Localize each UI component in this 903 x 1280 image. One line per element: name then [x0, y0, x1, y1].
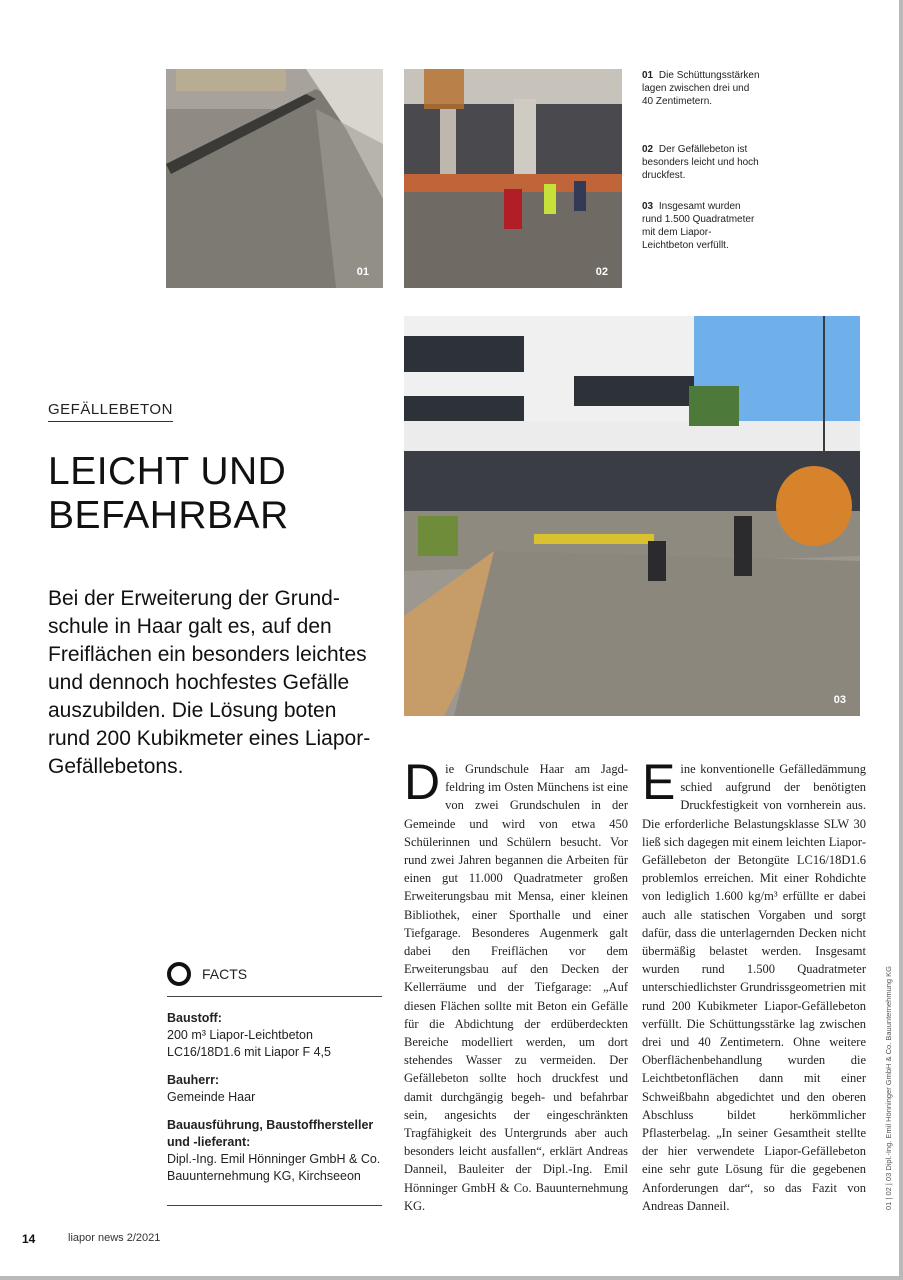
fact-value: Gemeinde Haar [167, 1090, 256, 1104]
photo-03 [404, 316, 860, 716]
caption-text: Die Schüttungsstärken lagen zwischen drei und 40 Zentimetern. [642, 70, 760, 107]
page-edge-right [899, 0, 903, 1280]
fact-label: Baustoff: [167, 1011, 222, 1025]
page-edge-bottom [0, 1276, 903, 1280]
fact-value: LC16/18D1.6 mit Liapor F 4,5 [167, 1045, 331, 1059]
lead-paragraph: Bei der Erweiterung der Grundschule in Haar galt es, auf den Freiflächen ein besonders leichtes und dennoch hochfestes Gefälle auszubilden. Die Lösung boten rund 200 Kubikmeter eines Liapor-Gefällebetons. [48, 587, 371, 778]
page-title: LEICHT UND BEFAHRBAR [48, 450, 289, 537]
photo-number: 01 [356, 266, 369, 278]
photo-credit: 01 | 02 | 03 Dipl.-Ing. Emil Hönninger GmbH & Co. Bauunternehmung KG [884, 965, 893, 1210]
caption-number: 02 [642, 144, 654, 155]
photo-03-image [404, 316, 860, 716]
photo-02 [404, 69, 622, 288]
facts-body [167, 1010, 382, 1185]
body-text: ine konventionelle Gefälledämmung schied aufgrund der benötigten Druckfestigkeit von vornherein aus. Die erforderliche Belastungsklasse SLW 30 ließ sich dagegen mit einem leichten Liapor-Gefällebeton der Betongüte LC16/18D1.6 problemlos erreichen. Mit einer Rohdichte von lediglich 1.600 kg/m³ erfüllte er dabei auch alle statischen Vorgaben und sorgt dafür, dass die unterlagernden Decken nicht übermäßig belastet werden. Insgesamt wurden rund 1.500 Quadratmeter unterschiedlichster Grundrissgeometrien mit rund 200 Kubikmeter Liapor-Gefällebeton verfüllt. Die Schüttungsstärke lag zwischen drei und 40 Zentimetern. Ohne weitere Oberflächenbehandlung wurden die Leichtbetonflächen dann mit einer Schweißbahn abgedichtet und den oberen Abschluss bildet herkömmlicher Pflasterbelag. „In seiner Gesamtheit stellte der hier verwendete Liapor-Gefällebeton eine sehr gute Lösung für die gegebenen Anforderungen dar“, so das Fazit von Andreas Danneil. [642, 762, 866, 1213]
fact-value: 200 m³ Liapor-Leichtbeton [167, 1028, 313, 1042]
facts-divider [167, 1205, 382, 1206]
caption-02 [642, 143, 762, 182]
body-text: ie Grundschule Haar am Jagdfeldring im Osten Münchens ist eine von zwei Grundschulen in der Gemeinde und wird von etwa 450 Schülerinnen und Schülern besucht. Vor rund zwei Jahren begannen die Arbeiten für einen gut 11.000 Quadratmeter großen Erweiterungsbau mit Mensa, einer kleinen Bibliothek, einer Sporthalle und einer Tiefgarage. Besonderes Augenmerk galt dabei den Freiflächen vor dem Erweiterungsbau auf den Decken der Kellerräume und der Tiefgarage: „Auf diesen Flächen sollte mit Beton ein Gefälle für die Abdichtung der erdüberdeckten Bereiche modelliert werden, um dort stehendes Wasser zu vermeiden. Der Gefällebeton sollte hoch druckfest und damit durchgängig begeh- und befahrbar sein, angesichts der eingeschränkten Tragfähigkeit des Untergrunds aber auch besonders leicht ausfallen“, erklärt Andreas Danneil, Bauleiter der Dipl.-Ing. Emil Hönninger GmbH & Co. Bauunternehmung KG. [404, 762, 628, 1213]
facts-header [167, 960, 382, 997]
photo-number: 02 [595, 266, 608, 278]
drop-cap: D [404, 754, 441, 810]
facts-title: FACTS [202, 966, 248, 982]
caption-01 [642, 69, 762, 108]
publication-name: liapor news 2/2021 [68, 1232, 161, 1244]
body-column-1 [404, 754, 628, 1215]
fact-value: Dipl.-Ing. Emil Hönninger GmbH & Co. [167, 1152, 381, 1166]
fact-label: Bauausführung, Baustoffhersteller und -lieferant: [167, 1118, 374, 1149]
fact-value: Bauunternehmung KG, Kirchseeon [167, 1169, 361, 1183]
caption-text: Insgesamt wurden rund 1.500 Quadratmeter mit dem Liapor-Leichtbeton verfüllt. [642, 201, 755, 251]
kicker: GEFÄLLEBETON [48, 401, 173, 422]
caption-03 [642, 200, 762, 252]
photo-number: 03 [833, 694, 846, 706]
photo-02-image [404, 69, 622, 288]
caption-text: Der Gefällebeton ist besonders leicht und hoch druckfest. [642, 144, 759, 181]
body-column-2 [642, 754, 866, 1215]
caption-number: 03 [642, 201, 654, 212]
caption-number: 01 [642, 70, 654, 81]
photo-01 [166, 69, 383, 288]
photo-01-image [166, 69, 383, 288]
drop-cap: E [642, 754, 676, 810]
facts-circle-icon [167, 962, 191, 986]
page-number: 14 [22, 1232, 36, 1246]
fact-label: Bauherr: [167, 1073, 220, 1087]
